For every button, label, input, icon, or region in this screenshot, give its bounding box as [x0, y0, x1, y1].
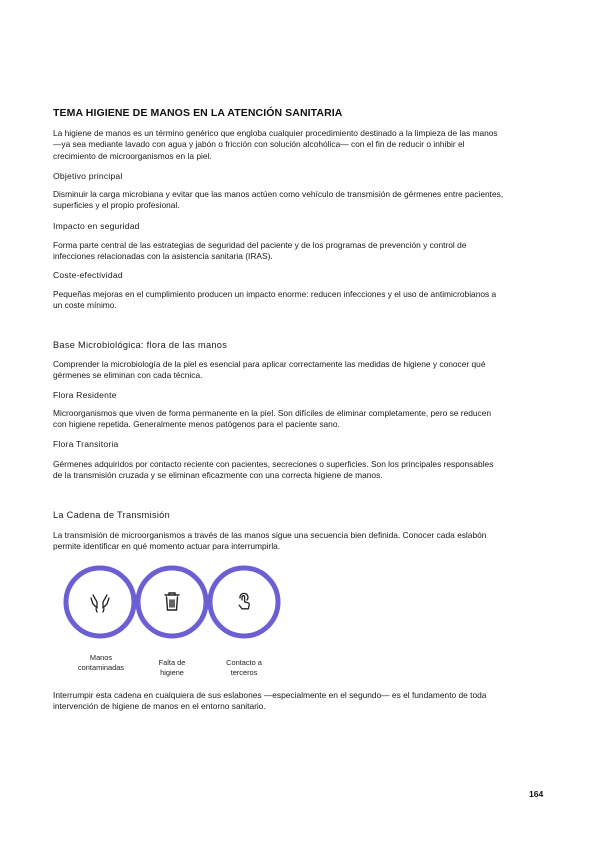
- transmission-chain-diagram: [60, 557, 290, 687]
- page-number: 164: [529, 789, 544, 799]
- page-title: TEMA HIGIENE DE MANOS EN LA ATENCIÓN SANITARIA: [53, 107, 343, 119]
- residente-paragraph: Microorganismos que viven de forma permanente en la piel. Son difíciles de eliminar completamente, pero se reducen con higiene repetida. Generalmente menos patógenos para el paciente sano.: [53, 408, 492, 430]
- intro-paragraph: La higiene de manos es un término genérico que engloba cualquier procedimiento destinado a la limpieza de las manos —ya sea mediante lavado con agua y jabón o fricción con solución alcohólica— con el fin de reducir o inhibir el crecimiento de microorganismos en la piel.: [53, 128, 498, 161]
- base-heading: Base Microbiológica: flora de las manos: [53, 340, 228, 350]
- cadena-heading: La Cadena de Transmisión: [53, 510, 171, 520]
- chain-label-3: Contacto a terceros: [226, 658, 262, 677]
- chain-label-1: Manos contaminadas: [77, 653, 124, 672]
- cadena-paragraph: La transmisión de microorganismos a través de las manos sigue una secuencia bien definida. Conocer cada eslabón permite identificar en qué momento actuar para interrumpirla.: [53, 530, 487, 552]
- conclusion-paragraph: Interrumpir esta cadena en cualquiera de sus eslabones —especialmente en el segundo— es el fundamento de toda intervención de higiene de manos en el entorno sanitario.: [53, 690, 487, 712]
- chain-rings: [60, 557, 290, 647]
- impacto-paragraph: Forma parte central de las estrategias de seguridad del paciente y de los programas de prevención y control de infecciones relacionadas con la asistencia sanitaria (IRAS).: [53, 240, 467, 262]
- transitoria-paragraph: Gérmenes adquiridos por contacto reciente con pacientes, secreciones o superficies. Son los principales responsables de la transmisión cruzada y se eliminan eficazmente con una correcta higiene de manos.: [53, 459, 494, 481]
- chain-label-2: Falta de higiene: [158, 658, 186, 677]
- residente-heading: Flora Residente: [53, 390, 117, 400]
- chain-ring-1: [66, 568, 134, 636]
- hands-icon: [91, 595, 109, 612]
- impacto-heading: Impacto en seguridad: [53, 221, 140, 231]
- base-paragraph: Comprender la microbiología de la piel es esencial para aplicar correctamente las medidas de higiene y conocer qué gérmenes se eliminan con cada técnica.: [53, 359, 486, 381]
- trash-icon: [165, 593, 179, 610]
- coste-paragraph: Pequeñas mejoras en el cumplimiento producen un impacto enorme: reducen infecciones y el uso de antimicrobianos a un coste mínimo.: [53, 289, 497, 311]
- objetivo-heading: Objetivo principal: [53, 171, 123, 181]
- touch-icon: [239, 593, 249, 608]
- transitoria-heading: Flora Transitoria: [53, 439, 119, 449]
- coste-heading: Coste-efectividad: [53, 270, 123, 280]
- objetivo-paragraph: Disminuir la carga microbiana y evitar que las manos actúen como vehículo de transmisión de gérmenes entre pacientes, superficies y el propio profesional.: [53, 189, 504, 211]
